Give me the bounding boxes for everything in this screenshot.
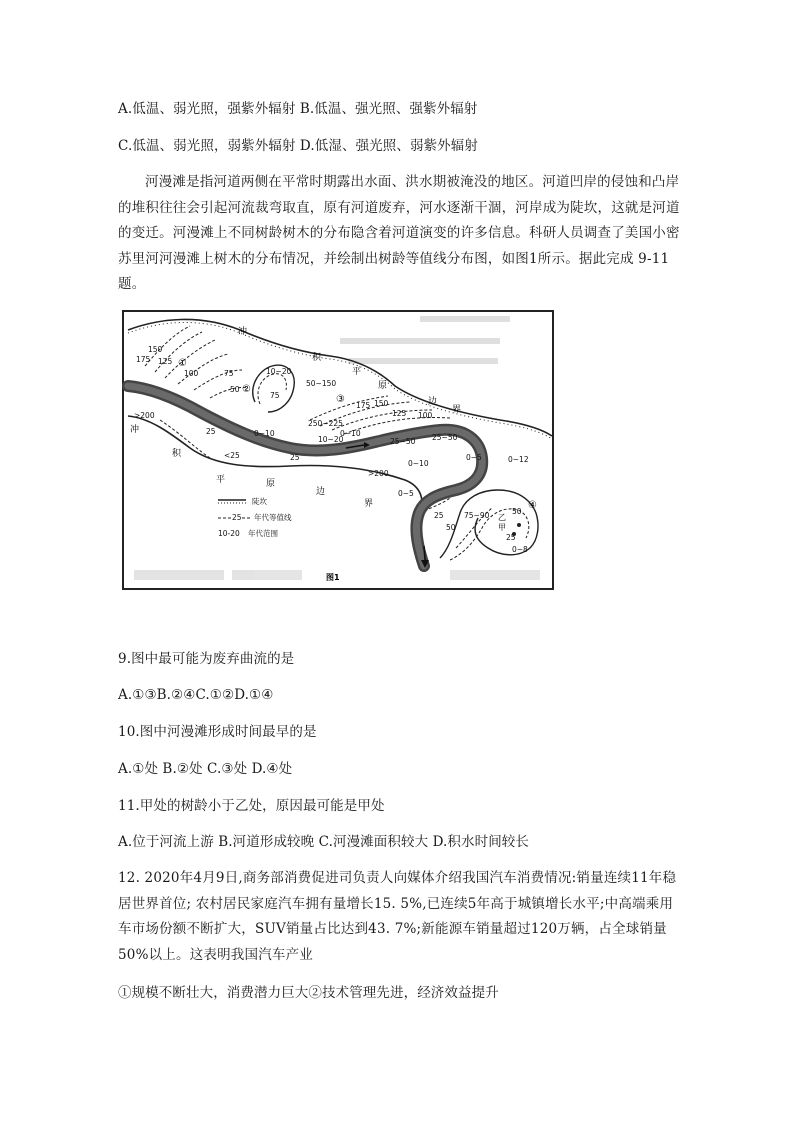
q12-stem: 12. 2020年4月9日,商务部消费促进司负责人向媒体介绍我国汽车消费情况:销量连续11年稳居世界首位; 农村居民家庭汽车拥有量增长15. 5%,已连续5年高于城镇增长水平;中高端乘用车市场份额不断扩大，SUV销量占比达到43. 7%;新能源车销量超过120万辆，占全球销量50%以上。这表明我国汽车产业 <box>118 870 677 963</box>
range-25-50a: 25~50 <box>390 437 416 446</box>
label-ping-1: 平 <box>352 367 362 377</box>
range-0-10a: 0~10 <box>254 429 275 438</box>
q12-options: ①规模不断壮大，消费潜力巨大②技术管理先进，经济效益提升 <box>118 985 499 1001</box>
num-75a: 75 <box>224 369 234 378</box>
label-chong-2: 冲 <box>130 425 140 435</box>
marker-3: ③ <box>336 394 345 405</box>
label-yi: 乙 <box>498 513 506 522</box>
num-25b: 25 <box>290 453 300 462</box>
legend-isoline: 年代等值线 <box>254 513 292 522</box>
q10-stem: 10.图中河漫滩形成时间最早的是 <box>118 724 317 740</box>
range-0-8: 0~8 <box>512 545 528 554</box>
num-150a: 150 <box>148 345 163 354</box>
label-yuan-1: 原 <box>378 381 388 391</box>
num-25c: 25 <box>506 533 516 542</box>
num-125b: 125 <box>392 409 407 418</box>
label-jia: 甲 <box>498 523 506 532</box>
marker-2: ② <box>242 384 251 395</box>
num-gt200b: >200 <box>368 469 389 478</box>
num-75b: 75 <box>270 391 280 400</box>
num-50b: 50 <box>512 507 522 516</box>
marker-1: ① <box>178 358 187 369</box>
range-0-10b: 0~10 <box>340 429 361 438</box>
num-50c: 50 <box>446 523 456 532</box>
legend-iso-sample: 25 <box>232 513 242 522</box>
range-0-12: 0~12 <box>508 455 529 464</box>
range-0-5a: 0~5 <box>466 453 482 462</box>
label-ping-2: 平 <box>216 475 226 485</box>
q11-stem: 11.甲处的树龄小于乙处，原因最可能是甲处 <box>118 798 385 814</box>
range-50-150: 50~150 <box>306 379 337 388</box>
label-yuan-2: 原 <box>266 479 276 489</box>
figure-caption: 图1 <box>326 573 340 582</box>
label-ji-2: 积 <box>172 449 182 459</box>
label-jie-2: 界 <box>364 499 374 509</box>
figure-1-tree-age-map <box>120 308 556 592</box>
range-75-90: 75~90 <box>464 511 490 520</box>
passage-text: 河漫滩是指河道两侧在平常时期露出水面、洪水期被淹没的地区。河道凹岸的侵蚀和凸岸的堆积往往会引起河流裁弯取直，原有河道废弃，河水逐渐干涸，河岸成为陡坎，这就是河道的变迁。河漫滩上不同树龄树木的分布隐含着河道演变的许多信息。科研人员调查了美国小密苏里河河漫滩上树木的分布情况，并绘制出树龄等值线分布图，如图1所示。据此完成 9-11题。 <box>118 174 680 292</box>
lt-25: <25 <box>224 451 240 460</box>
q10-options: A.①处 B.②处 C.③处 D.④处 <box>118 761 293 777</box>
num-250-225: 250~225 <box>308 419 343 428</box>
num-25d: 25 <box>434 511 444 520</box>
num-100b: 100 <box>418 411 433 420</box>
num-50a: 50 <box>230 385 240 394</box>
range-10-20a: 10~20 <box>266 367 292 376</box>
q8-options-line1: A.低温、弱光照，强紫外辐射 B.低温、强光照、强紫外辐射 <box>118 101 478 117</box>
q11-options: A.位于河流上游 B.河道形成较晚 C.河漫滩面积较大 D.积水时间较长 <box>118 834 529 850</box>
num-100a: 100 <box>184 369 199 378</box>
legend-range-sample: 10-20 <box>218 529 240 538</box>
range-10-20b: 10~20 <box>318 435 344 444</box>
q9-options: A.①③B.②④C.①②D.①④ <box>118 687 274 703</box>
num-175b: 175 <box>356 401 371 410</box>
q8-options-line2: C.低温、弱光照，弱紫外辐射 D.低湿、强光照、弱紫外辐射 <box>118 138 478 154</box>
range-25-50b: 25~50 <box>432 433 458 442</box>
legend-range: 年代范围 <box>248 529 278 538</box>
range-0-10c: 0~10 <box>408 459 429 468</box>
num-gt200a: >200 <box>134 411 155 420</box>
label-bian-1: 边 <box>428 397 438 407</box>
label-jie-1: 界 <box>452 405 462 415</box>
num-175a: 175 <box>136 355 151 364</box>
marker-4: ④ <box>528 500 537 511</box>
label-bian-2: 边 <box>316 487 326 497</box>
num-150b: 150 <box>374 399 389 408</box>
num-125a: 125 <box>158 357 173 366</box>
range-0-5b: 0~5 <box>398 489 414 498</box>
num-25a: 25 <box>206 427 216 436</box>
legend-cliff: 陡坎 <box>252 497 267 506</box>
label-chong-1: 冲 <box>238 327 248 337</box>
q9-stem: 9.图中最可能为废弃曲流的是 <box>118 651 295 667</box>
label-ji-1: 积 <box>312 353 322 363</box>
